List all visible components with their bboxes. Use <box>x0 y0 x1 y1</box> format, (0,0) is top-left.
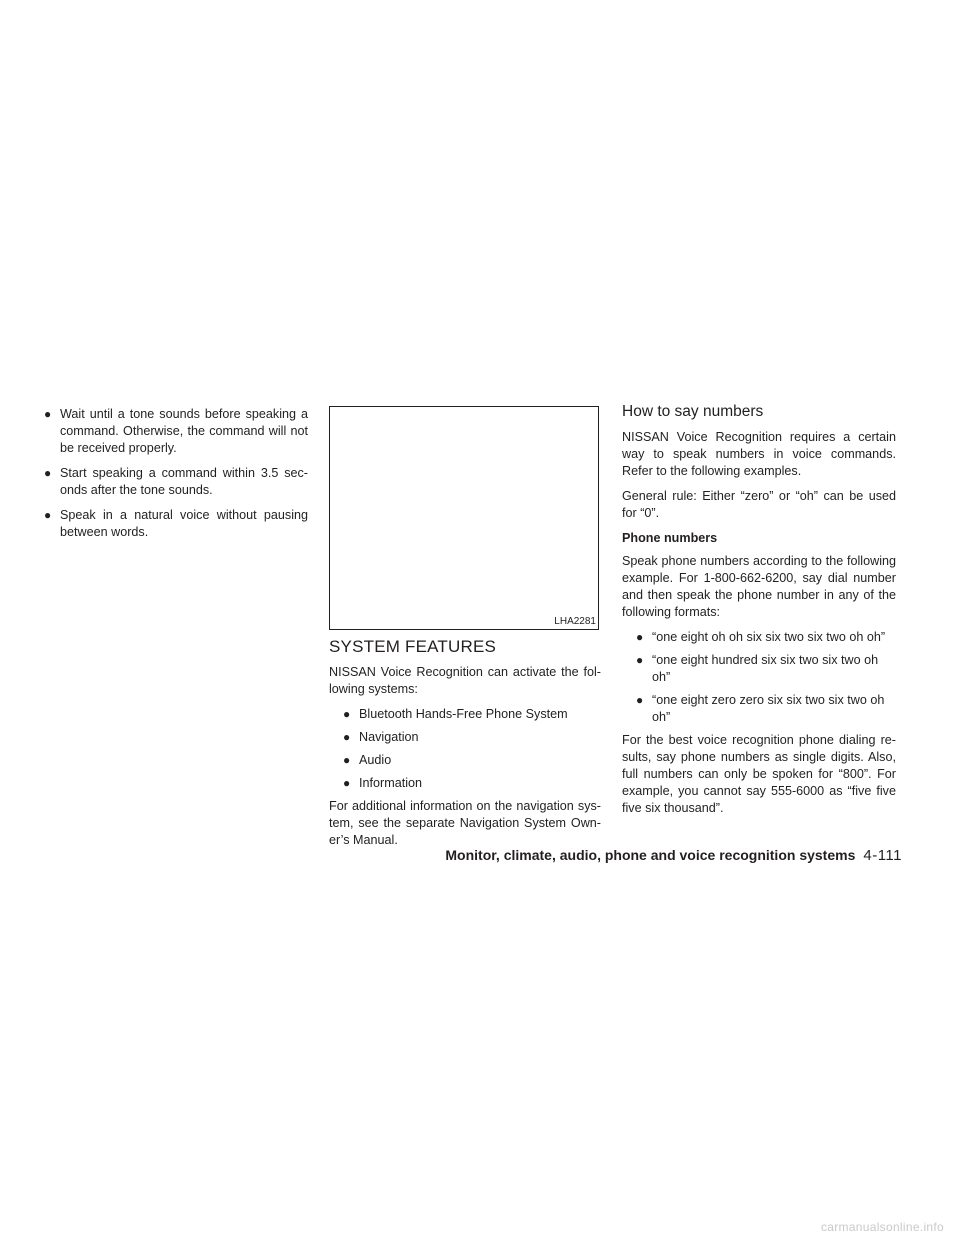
subsection-heading: How to say numbers <box>622 403 764 420</box>
list-item: ● Information <box>343 776 422 790</box>
list-item: ● “one eight oh oh six six two six two oh oh” <box>636 630 886 644</box>
list-item: ● Wait until a tone sounds before speaking a command. Otherwise, the command will not be received properly. <box>44 407 308 455</box>
list-item: ● Speak in a natural voice without pausing between words. <box>44 508 308 539</box>
section-heading: SYSTEM FEATURES <box>329 637 497 656</box>
paragraph: NISSAN Voice Recognition requires a certain way to speak numbers in voice commands. Refer to the following examples. <box>622 430 896 478</box>
list-item: ● “one eight zero zero six six two six two oh oh” <box>636 693 885 724</box>
bullet-icon: ● <box>44 466 52 480</box>
list-item: ● Bluetooth Hands-Free Phone System <box>343 707 568 721</box>
list-item: ● Start speaking a command within 3.5 sec- onds after the tone sounds. <box>44 466 308 497</box>
figure-frame <box>329 406 599 630</box>
list-item: ● Navigation <box>343 730 419 744</box>
bullet-icon: ● <box>343 707 351 721</box>
bullet-icon: ● <box>343 776 351 790</box>
right-column <box>622 403 896 825</box>
paragraph: General rule: Either “zero” or “oh” can be used for “0”. <box>622 489 896 520</box>
systems-list <box>329 706 601 792</box>
paragraph: For the best voice recognition phone dialing re- sults, say phone numbers as single digits. Also, full numbers can only be spoken for “800”. For example, you cannot say 555-6000 as “five five five six thousand”. <box>622 733 896 815</box>
watermark: carmanualsonline.info <box>820 1220 944 1234</box>
bullet-icon: ● <box>636 630 644 644</box>
bullet-icon: ● <box>636 693 644 707</box>
page-number: 4-111 <box>863 847 902 864</box>
outro-paragraph: For additional information on the navigation sys- tem, see the separate Navigation System Own- er’s Manual. <box>329 799 601 847</box>
tips-list <box>44 406 308 541</box>
bullet-icon: ● <box>44 508 52 522</box>
left-column <box>44 406 308 549</box>
list-item: ● “one eight hundred six six two six two oh oh” <box>636 653 879 684</box>
paragraph: Speak phone numbers according to the following example. For 1-800-662-6200, say dial number and then speak the phone number in any of the following formats: <box>622 554 896 619</box>
bullet-icon: ● <box>343 753 351 767</box>
figure-id: LHA2281 <box>554 616 596 627</box>
bullet-icon: ● <box>44 407 52 421</box>
middle-column <box>329 406 601 857</box>
page-footer <box>445 846 902 865</box>
intro-paragraph: NISSAN Voice Recognition can activate the fol- lowing systems: <box>329 665 601 696</box>
bullet-icon: ● <box>636 653 644 667</box>
bullet-icon: ● <box>343 730 351 744</box>
list-item: ● Audio <box>343 753 392 767</box>
chapter-title: Monitor, climate, audio, phone and voice recognition systems <box>445 847 856 863</box>
formats-list <box>622 629 896 726</box>
minor-heading: Phone numbers <box>622 531 718 545</box>
